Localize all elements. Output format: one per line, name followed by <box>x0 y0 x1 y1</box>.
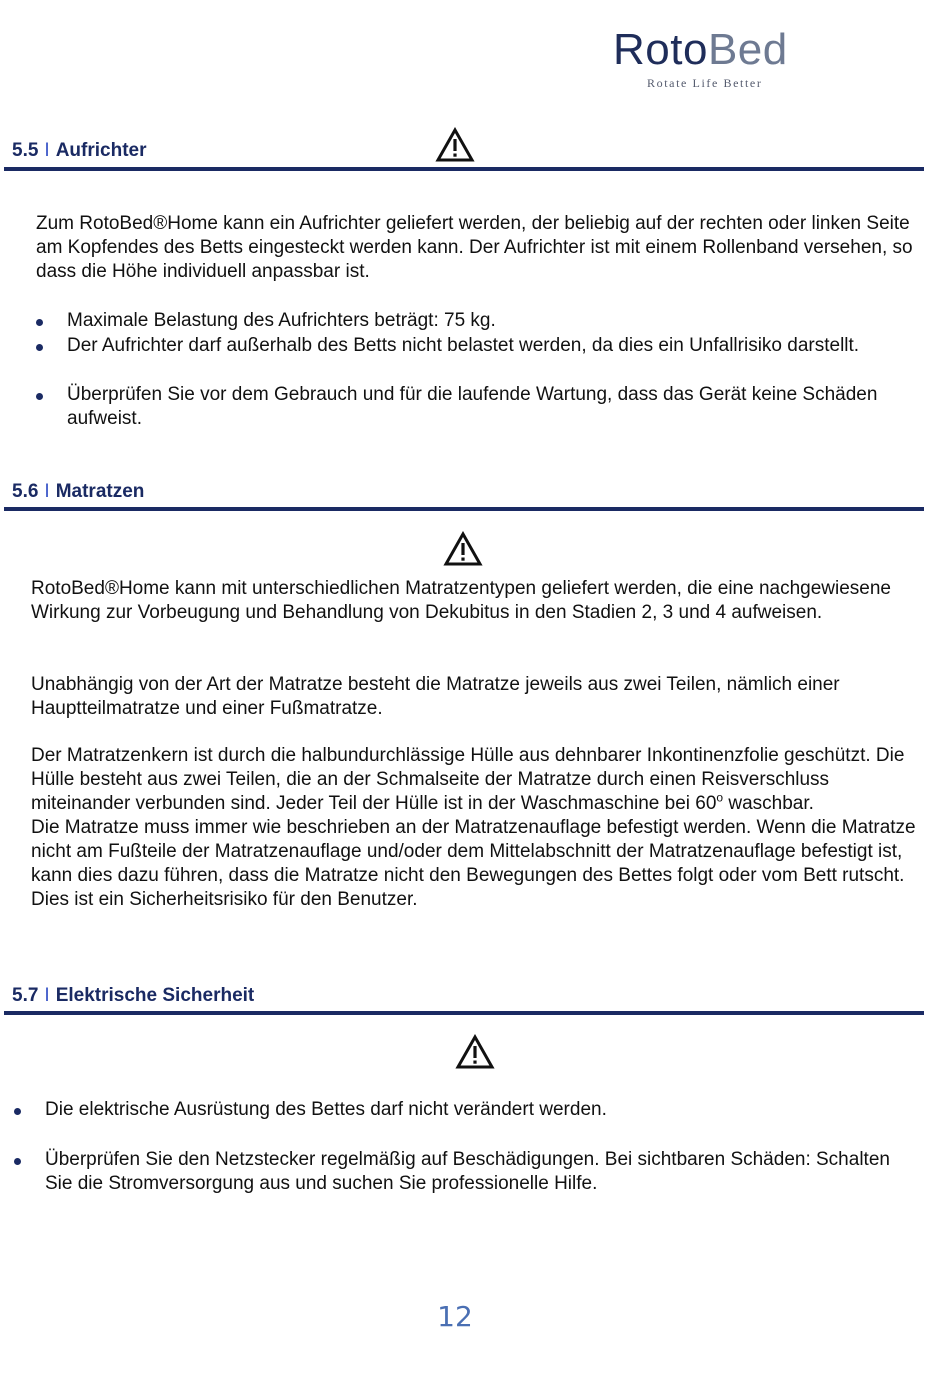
list-item: Der Aufrichter darf außerhalb des Betts nicht belastet werden, da dies ein Unfallrisiko darstellt. <box>36 334 896 358</box>
rotobed-logo <box>613 25 813 91</box>
section-rule <box>4 167 924 171</box>
list-item: Überprüfen Sie vor dem Gebrauch und für die laufende Wartung, dass das Gerät keine Schäden aufweist. <box>36 383 896 431</box>
warning-triangle-icon <box>435 127 475 163</box>
bullet-dot-icon <box>36 344 43 351</box>
logo-wordmark: RotoBed <box>613 25 788 74</box>
list-item: Überprüfen Sie den Netzstecker regelmäßig auf Beschädigungen. Bei sichtbaren Schäden: Schalten Sie die Stromversorgung aus und suchen Sie professionelle Hilfe. <box>14 1148 904 1196</box>
list-item: Maximale Belastung des Aufrichters beträgt: 75 kg. <box>36 309 896 333</box>
logo-tagline: Rotate Life Better <box>647 76 763 90</box>
section-rule <box>4 1011 924 1015</box>
bullet-dot-icon <box>36 393 43 400</box>
list-item: Die elektrische Ausrüstung des Bettes darf nicht verändert werden. <box>14 1098 904 1122</box>
section-5-6-paragraph-3: Der Matratzenkern ist durch die halbundurchlässige Hülle aus dehnbarer Inkontinenzfolie geschützt. Die Hülle besteht aus zwei Teilen, die an der Schmalseite der Matratze durch einen Reisverschluss miteinander verbunden sind. Jeder Teil der Hülle ist in der Waschmaschine bei 60$^o$ waschbar. Die Matratze muss immer wie beschrieben an der Matratzenauflage befestigt werden. Wenn die Matratze nicht am Fußteile der Matratzenauflage und/oder dem Mittelabschnitt der Matratzenauflage befestigt ist, kann dies dazu führen, dass die Matratze nicht den Bewegungen des Bettes folgt oder vom Bett rutscht. Dies ist ein Sicherheitsrisiko für den Benutzer. <box>31 745 916 910</box>
section-5-5-intro: Zum RotoBed®Home kann ein Aufrichter geliefert werden, der beliebig auf der rechten oder linken Seite am Kopfendes des Betts eingesteckt werden kann. Der Aufrichter ist mit einem Rollenband versehen, so dass die Höhe individuell anpassbar ist. <box>36 213 913 282</box>
warning-triangle-icon <box>443 531 483 567</box>
section-heading-5-5: 5.5 I Aufrichter <box>12 140 147 161</box>
bullet-dot-icon <box>14 1108 21 1115</box>
page-number: 12 <box>437 1300 473 1333</box>
section-heading-5-7: 5.7 I Elektrische Sicherheit <box>12 985 255 1006</box>
bullet-dot-icon <box>36 319 43 326</box>
warning-triangle-icon <box>455 1034 495 1070</box>
section-heading-5-6: 5.6 I Matratzen <box>12 481 145 502</box>
bullet-dot-icon <box>14 1158 21 1165</box>
section-rule <box>4 507 924 511</box>
section-5-6-paragraph-2: Unabhängig von der Art der Matratze besteht die Matratze jeweils aus zwei Teilen, nämlich einer Hauptteilmatratze und einer Fußmatratze. <box>31 674 840 719</box>
section-5-6-paragraph-1: RotoBed®Home kann mit unterschiedlichen Matratzentypen geliefert werden, die eine nachgewiesene Wirkung zur Vorbeugung und Behandlung von Dekubitus in den Stadien 2, 3 und 4 aufweisen. <box>31 578 892 623</box>
